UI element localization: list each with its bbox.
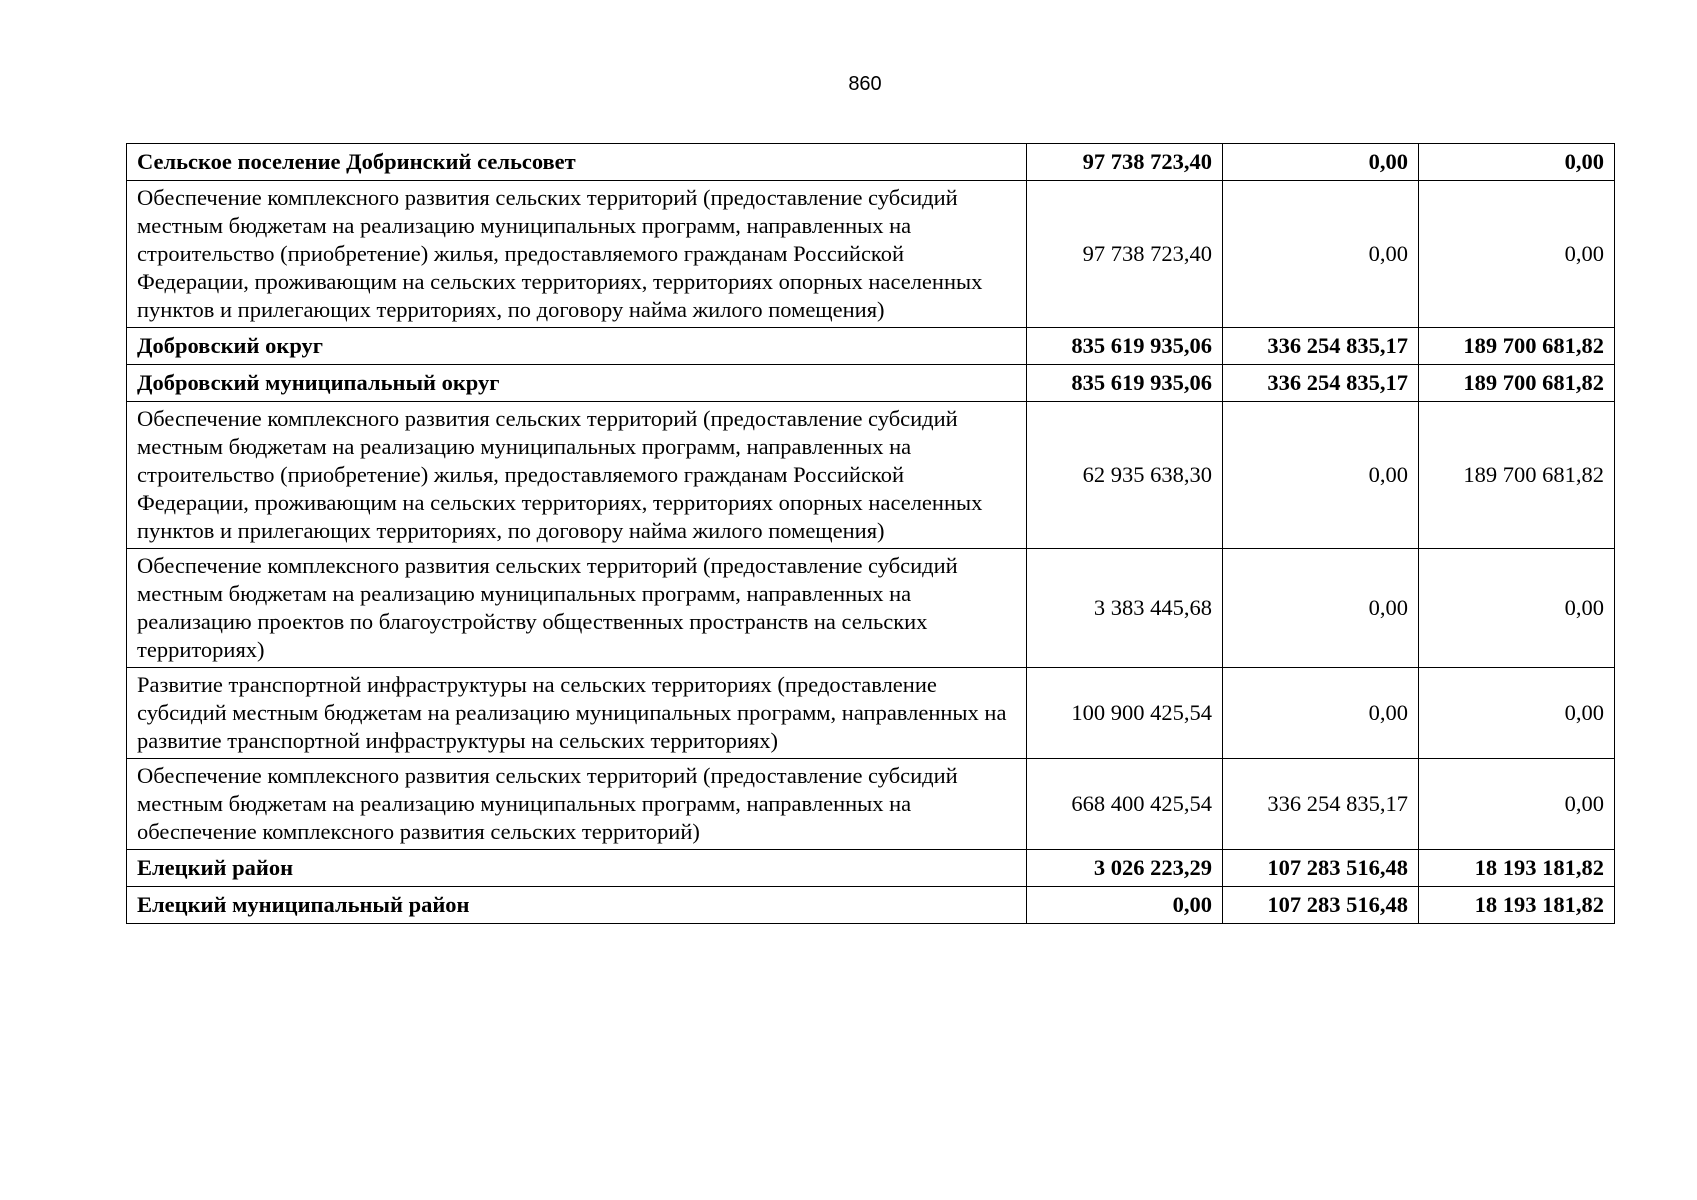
row-value-1: 3 383 445,68 [1027, 549, 1223, 668]
row-value-1: 97 738 723,40 [1027, 144, 1223, 181]
row-value-3: 189 700 681,82 [1419, 365, 1615, 402]
table-row [127, 759, 1615, 850]
row-name: Обеспечение комплексного развития сельских территорий (предоставление субсидий местным бюджетам на реализацию муниципальных программ, направленных на обеспечение комплексного развития сельских территорий) [127, 759, 1027, 850]
table-row [127, 549, 1615, 668]
row-name: Обеспечение комплексного развития сельских территорий (предоставление субсидий местным бюджетам на реализацию муниципальных программ, направленных на реализацию проектов по благоустройству общественных пространств на сельских территориях) [127, 549, 1027, 668]
row-value-1: 3 026 223,29 [1027, 850, 1223, 887]
row-value-3: 0,00 [1419, 181, 1615, 328]
table-row [127, 850, 1615, 887]
row-value-3: 0,00 [1419, 668, 1615, 759]
row-value-1: 100 900 425,54 [1027, 668, 1223, 759]
row-value-3: 189 700 681,82 [1419, 328, 1615, 365]
row-value-2: 107 283 516,48 [1223, 887, 1419, 924]
page-number: 860 [848, 73, 882, 95]
table-row [127, 144, 1615, 181]
row-value-2: 336 254 835,17 [1223, 328, 1419, 365]
row-name: Обеспечение комплексного развития сельских территорий (предоставление субсидий местным бюджетам на реализацию муниципальных программ, направленных на строительство (приобретение) жилья, предоставляемого гражданам Российской Федерации, проживающим на сельских территориях, территориях опорных населенных пунктов и прилегающих территориях, по договору найма жилого помещения) [127, 402, 1027, 549]
row-value-1: 835 619 935,06 [1027, 328, 1223, 365]
row-value-3: 18 193 181,82 [1419, 850, 1615, 887]
row-value-2: 0,00 [1223, 144, 1419, 181]
row-value-2: 0,00 [1223, 668, 1419, 759]
table-row [127, 668, 1615, 759]
row-name: Обеспечение комплексного развития сельских территорий (предоставление субсидий местным бюджетам на реализацию муниципальных программ, направленных на строительство (приобретение) жилья, предоставляемого гражданам Российской Федерации, проживающим на сельских территориях, территориях опорных населенных пунктов и прилегающих территориях, по договору найма жилого помещения) [127, 181, 1027, 328]
row-value-2: 107 283 516,48 [1223, 850, 1419, 887]
row-value-3: 189 700 681,82 [1419, 402, 1615, 549]
row-value-1: 62 935 638,30 [1027, 402, 1223, 549]
table-row [127, 365, 1615, 402]
table-row [127, 181, 1615, 328]
row-value-1: 668 400 425,54 [1027, 759, 1223, 850]
row-value-2: 0,00 [1223, 402, 1419, 549]
row-value-3: 0,00 [1419, 144, 1615, 181]
row-name: Елецкий район [127, 850, 1027, 887]
row-name: Развитие транспортной инфраструктуры на сельских территориях (предоставление субсидий местным бюджетам на реализацию муниципальных программ, направленных на развитие транспортной инфраструктуры на сельских территориях) [127, 668, 1027, 759]
row-value-2: 0,00 [1223, 549, 1419, 668]
row-name: Добровский округ [127, 328, 1027, 365]
row-value-1: 835 619 935,06 [1027, 365, 1223, 402]
row-value-3: 18 193 181,82 [1419, 887, 1615, 924]
row-value-1: 0,00 [1027, 887, 1223, 924]
budget-table [126, 143, 1615, 924]
row-value-3: 0,00 [1419, 759, 1615, 850]
row-value-2: 0,00 [1223, 181, 1419, 328]
table-row [127, 887, 1615, 924]
row-value-2: 336 254 835,17 [1223, 365, 1419, 402]
table-row [127, 402, 1615, 549]
row-value-1: 97 738 723,40 [1027, 181, 1223, 328]
row-name: Добровский муниципальный округ [127, 365, 1027, 402]
row-value-3: 0,00 [1419, 549, 1615, 668]
table-row [127, 328, 1615, 365]
row-value-2: 336 254 835,17 [1223, 759, 1419, 850]
row-name: Елецкий муниципальный район [127, 887, 1027, 924]
row-name: Сельское поселение Добринский сельсовет [127, 144, 1027, 181]
